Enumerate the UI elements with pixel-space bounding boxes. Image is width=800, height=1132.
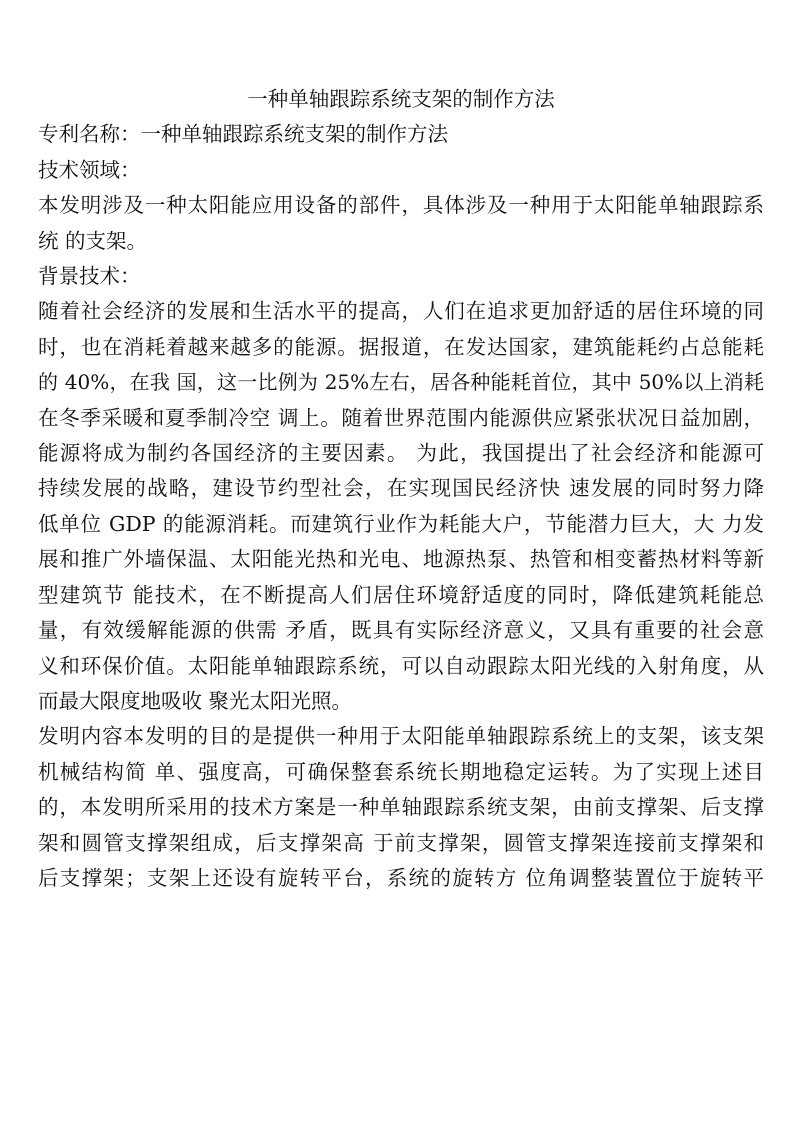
text-line: 量，有效缓解能源的供需 矛盾，既具有实际经济意义，又具有重要的社会意 xyxy=(38,618,764,643)
text-line: 时，也在消耗着越来越多的能源。据报道，在发达国家，建筑能耗约占总能耗 xyxy=(38,334,764,359)
document-title: 一种单轴跟踪系统支架的制作方法 xyxy=(247,87,555,111)
text-line: 专利名称：一种单轴跟踪系统支架的制作方法 xyxy=(38,122,448,147)
text-line: 在冬季采暖和夏季制冷空 调上。随着世界范围内能源供应紧张状况日益加剧， xyxy=(38,405,764,430)
text-line: 本发明涉及一种太阳能应用设备的部件，具体涉及一种用于太阳能单轴跟踪系 xyxy=(38,193,764,218)
text-line: 型建筑节 能技术，在不断提高人们居住环境舒适度的同时，降低建筑耗能总 xyxy=(38,582,764,607)
document-page xyxy=(38,82,764,896)
text-line: 能源将成为制约各国经济的主要因素。 为此，我国提出了社会经济和能源可 xyxy=(38,441,764,466)
text-line: 的，本发明所采用的技术方案是一种单轴跟踪系统支架，由前支撑架、后支撑 xyxy=(38,795,764,820)
text-line: 持续发展的战略，建设节约型社会，在实现国民经济快 速发展的同时努力降 xyxy=(38,476,764,501)
text-line: 后支撑架；支架上还设有旋转平台，系统的旋转方 位角调整装置位于旋转平 xyxy=(38,865,764,890)
text-line: 随着社会经济的发展和生活水平的提高，人们在追求更加舒适的居住环境的同 xyxy=(38,299,764,324)
text-line: 义和环保价值。太阳能单轴跟踪系统，可以自动跟踪太阳光线的入射角度，从 xyxy=(38,653,764,678)
text-line: 的 40%，在我 国，这一比例为 25%左右，居各种能耗首位，其中 50%以上消耗 xyxy=(38,370,764,395)
document-body xyxy=(38,117,764,896)
text-line: 而最大限度地吸收 聚光太阳光照。 xyxy=(38,688,353,713)
text-line: 技术领域： xyxy=(38,157,141,182)
text-line: 展和推广外墙保温、太阳能光热和光电、地源热泵、热管和相变蓄热材料等新 xyxy=(38,547,764,572)
text-line: 低单位 GDP 的能源消耗。而建筑行业作为耗能大户，节能潜力巨大，大 力发 xyxy=(38,511,764,536)
text-line: 机械结构简 单、强度高，可确保整套系统长期地稳定运转。为了实现上述目 xyxy=(38,759,764,784)
text-line: 架和圆管支撑架组成，后支撑架高 于前支撑架，圆管支撑架连接前支撑架和 xyxy=(38,830,764,855)
text-line: 背景技术： xyxy=(38,264,141,289)
text-line: 发明内容本发明的目的是提供一种用于太阳能单轴跟踪系统上的支架，该支架 xyxy=(38,724,764,749)
text-line: 统 的支架。 xyxy=(38,228,148,253)
